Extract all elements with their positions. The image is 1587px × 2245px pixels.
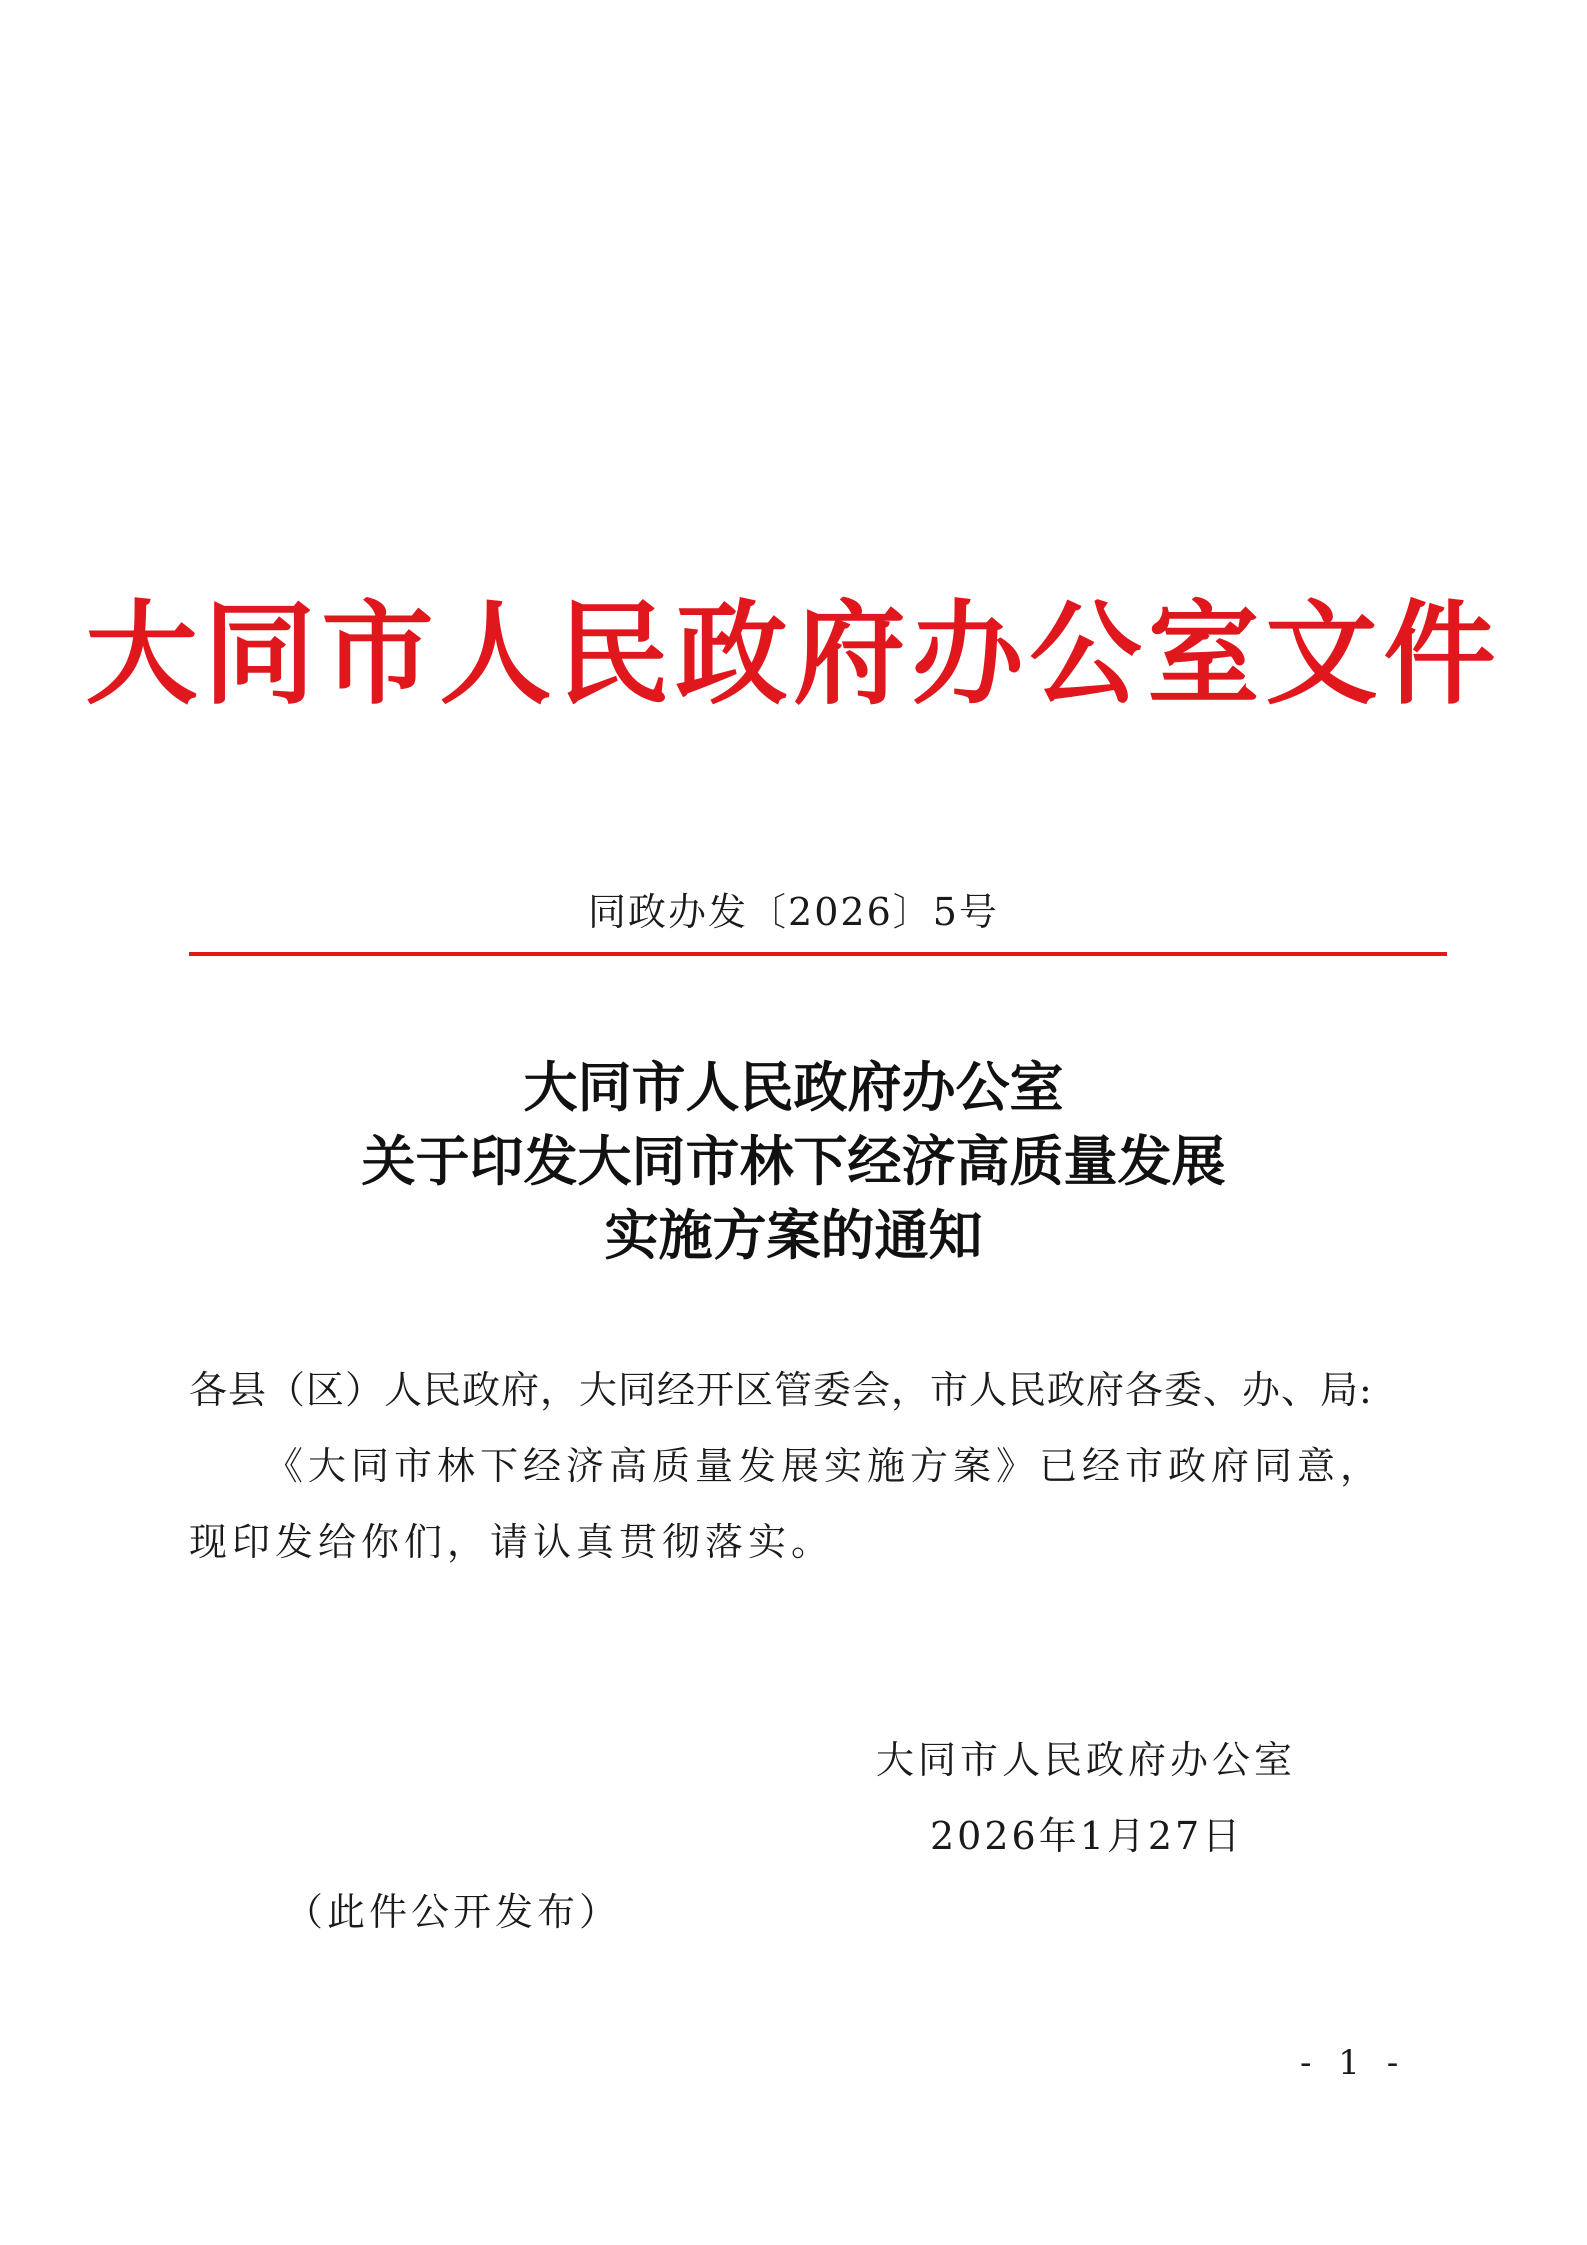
document-number: 同政办发〔2026〕5号	[588, 890, 999, 934]
page-number: - 1 -	[1300, 2043, 1407, 2083]
body-paragraph-line-2: 现印发给你们，请认真贯彻落实。	[189, 1520, 835, 1564]
signature-date: 2026年1月27日	[930, 1814, 1244, 1858]
document-title	[0, 1050, 1587, 1272]
issuer-signature: 大同市人民政府办公室	[876, 1738, 1297, 1782]
document-masthead: 大同市人民政府办公室文件	[85, 590, 1502, 720]
public-release-note: （此件公开发布）	[285, 1890, 622, 1934]
addressee-line: 各县（区）人民政府，大同经开区管委会，市人民政府各委、办、局:	[189, 1368, 1373, 1412]
title-line-2: 关于印发大同市林下经济高质量发展	[361, 1129, 1226, 1193]
body-paragraph-line-1: 《大同市林下经济高质量发展实施方案》已经市政府同意，	[265, 1444, 1384, 1488]
title-line-1: 大同市人民政府办公室	[523, 1055, 1064, 1119]
title-line-3: 实施方案的通知	[604, 1203, 983, 1267]
red-divider-rule	[189, 952, 1447, 956]
